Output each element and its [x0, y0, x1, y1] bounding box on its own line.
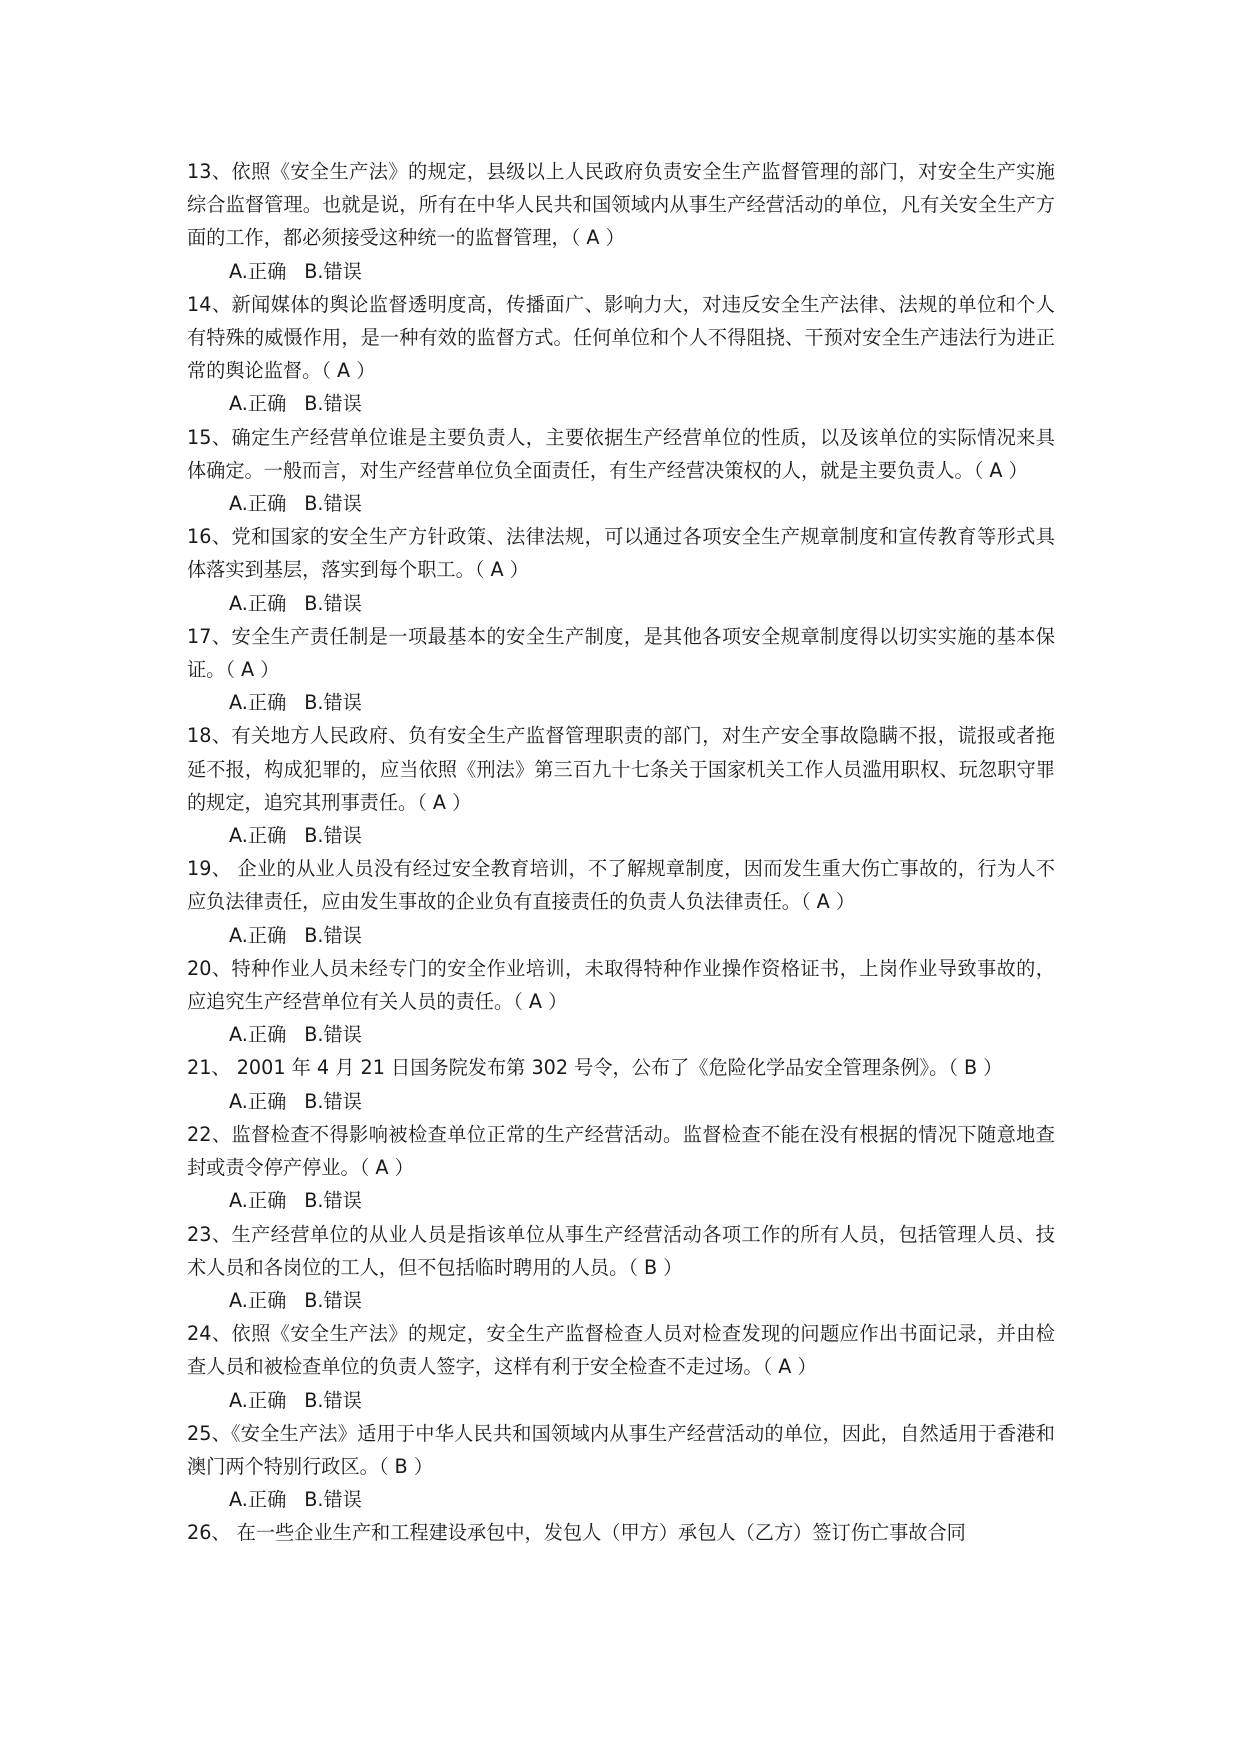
- answer-mark: （ A ）: [321, 359, 376, 383]
- question-text: [187, 1118, 1055, 1184]
- option-wrong: B.错误: [304, 691, 362, 715]
- option-correct: A.正确: [229, 1089, 287, 1113]
- question-item: [187, 288, 1055, 421]
- question-stem: 17、安全生产责任制是一项最基本的安全生产制度，是其他各项安全规章制度得以切实实施的基本保证。: [187, 624, 1055, 682]
- answer-mark: （ A ）: [513, 990, 568, 1014]
- answer-mark: （ A ）: [801, 890, 856, 914]
- option-wrong: B.错误: [304, 1089, 362, 1113]
- answer-options: [187, 1284, 1055, 1317]
- question-text: [187, 421, 1055, 487]
- answer-options: [187, 919, 1055, 952]
- question-list: [187, 155, 1055, 1550]
- question-item: [187, 1516, 1055, 1549]
- question-text: [187, 852, 1055, 918]
- answer-options: [187, 487, 1055, 520]
- answer-options: [187, 1184, 1055, 1217]
- answer-mark: （ B ）: [378, 1454, 434, 1478]
- question-stem: 15、确定生产经营单位谁是主要负责人，主要依据生产经营单位的性质，以及该单位的实际情况来具体确定。一般而言，对生产经营单位负全面责任，有生产经营决策权的人，就是主要负责人。: [187, 425, 1055, 482]
- question-text: [187, 1218, 1055, 1284]
- question-text: [187, 1051, 1055, 1084]
- question-stem: 25、《安全生产法》适用于中华人民共和国领域内从事生产经营活动的单位，因此，自然适用于香港和澳门两个特别行政区。: [187, 1421, 1055, 1478]
- answer-mark: （ A ）: [359, 1156, 414, 1180]
- question-item: [187, 852, 1055, 952]
- answer-options: [187, 387, 1055, 420]
- question-stem: 20、特种作业人员未经专门的安全作业培训，未取得特种作业操作资格证书，上岗作业导致事故的，应追究生产经营单位有关人员的责任。: [187, 956, 1055, 1014]
- question-item: [187, 155, 1055, 288]
- option-wrong: B.错误: [304, 923, 362, 947]
- question-stem: 22、监督检查不得影响被检查单位正常的生产经营活动。监督检查不能在没有根据的情况下随意地查封或责令停产停业。: [187, 1122, 1055, 1180]
- question-text: [187, 288, 1055, 388]
- answer-mark: （ A ）: [474, 558, 529, 582]
- question-item: [187, 620, 1055, 720]
- answer-mark: （ A ）: [973, 458, 1028, 482]
- option-wrong: B.错误: [304, 392, 362, 416]
- question-item: [187, 1118, 1055, 1218]
- answer-options: [187, 255, 1055, 288]
- option-correct: A.正确: [229, 824, 287, 848]
- question-stem: 13、依照《安全生产法》的规定，县级以上人民政府负责安全生产监督管理的部门，对安全生产实施综合监督管理。也就是说，所有在中华人民共和国领域内从事生产经营活动的单位，凡有关安全生产方面的工作，都必须接受这种统一的监督管理，: [187, 160, 1055, 250]
- answer-mark: （ B ）: [948, 1056, 1003, 1080]
- question-stem: 24、依照《安全生产法》的规定，安全生产监督检查人员对检查发现的问题应作出书面记录，并由检查人员和被检查单位的负责人签字，这样有利于安全检查不走过场。: [187, 1322, 1055, 1379]
- question-stem: 21、 2001 年 4 月 21 日国务院发布第 302 号令，公布了《危险化学品安全管理条例》。: [187, 1056, 949, 1080]
- option-correct: A.正确: [229, 1023, 287, 1047]
- question-item: [187, 1317, 1055, 1417]
- question-stem: 19、 企业的从业人员没有经过安全教育培训，不了解规章制度，因而发生重大伤亡事故的，行为人不应负法律责任，应由发生事故的企业负有直接责任的负责人负法律责任。: [187, 857, 1055, 914]
- question-text: [187, 620, 1055, 686]
- answer-mark: （ B ）: [628, 1255, 683, 1279]
- question-text: [187, 719, 1055, 819]
- option-correct: A.正确: [229, 1388, 287, 1412]
- option-wrong: B.错误: [304, 1388, 362, 1412]
- question-item: [187, 952, 1055, 1052]
- option-wrong: B.错误: [304, 492, 362, 516]
- question-item: [187, 1051, 1055, 1117]
- answer-mark: （ A ）: [225, 658, 280, 682]
- question-stem: 26、 在一些企业生产和工程建设承包中，发包人（甲方）承包人（乙方）签订伤亡事故合同: [187, 1521, 966, 1545]
- answer-options: [187, 686, 1055, 719]
- option-correct: A.正确: [229, 1288, 287, 1312]
- question-text: [187, 520, 1055, 586]
- option-correct: A.正确: [229, 691, 287, 715]
- answer-mark: （ A ）: [417, 790, 472, 814]
- question-text: [187, 952, 1055, 1018]
- question-item: [187, 421, 1055, 521]
- answer-mark: （ A ）: [762, 1355, 817, 1379]
- question-item: [187, 1218, 1055, 1318]
- option-correct: A.正确: [229, 492, 287, 516]
- question-text: [187, 1317, 1055, 1383]
- question-stem: 16、党和国家的安全生产方针政策、法律法规，可以通过各项安全生产规章制度和宣传教育等形式具体落实到基层，落实到每个职工。: [187, 525, 1055, 582]
- question-stem: 14、新闻媒体的舆论监督透明度高，传播面广、影响力大，对违反安全生产法律、法规的单位和个人有特殊的威慑作用，是一种有效的监督方式。任何单位和个人不得阻挠、干预对安全生产违法行为进正常的舆论监督。: [187, 292, 1055, 383]
- option-correct: A.正确: [229, 259, 287, 283]
- question-stem: 18、有关地方人民政府、负有安全生产监督管理职责的部门，对生产安全事故隐瞒不报，谎报或者拖延不报，构成犯罪的，应当依照《刑法》第三百九十七条关于国家机关工作人员滥用职权、玩忽职守罪的规定，追究其刑事责任。: [187, 724, 1055, 814]
- option-wrong: B.错误: [304, 824, 362, 848]
- question-item: [187, 719, 1055, 852]
- question-text: [187, 1516, 1055, 1549]
- answer-options: [187, 819, 1055, 852]
- option-wrong: B.错误: [304, 591, 362, 615]
- answer-options: [187, 1384, 1055, 1417]
- question-item: [187, 1417, 1055, 1517]
- option-correct: A.正确: [229, 1189, 287, 1213]
- question-item: [187, 520, 1055, 620]
- option-correct: A.正确: [229, 392, 287, 416]
- option-wrong: B.错误: [304, 1189, 362, 1213]
- option-correct: A.正确: [229, 1488, 287, 1512]
- question-stem: 23、生产经营单位的从业人员是指该单位从事生产经营活动各项工作的所有人员，包括管理人员、技术人员和各岗位的工人，但不包括临时聘用的人员。: [187, 1222, 1055, 1279]
- answer-options: [187, 587, 1055, 620]
- option-wrong: B.错误: [304, 259, 362, 283]
- answer-options: [187, 1483, 1055, 1516]
- option-correct: A.正确: [229, 923, 287, 947]
- question-text: [187, 155, 1055, 255]
- option-correct: A.正确: [229, 591, 287, 615]
- answer-mark: （ A ）: [570, 226, 625, 250]
- option-wrong: B.错误: [304, 1488, 362, 1512]
- question-text: [187, 1417, 1055, 1483]
- option-wrong: B.错误: [304, 1023, 362, 1047]
- answer-options: [187, 1085, 1055, 1118]
- answer-options: [187, 1018, 1055, 1051]
- option-wrong: B.错误: [304, 1288, 362, 1312]
